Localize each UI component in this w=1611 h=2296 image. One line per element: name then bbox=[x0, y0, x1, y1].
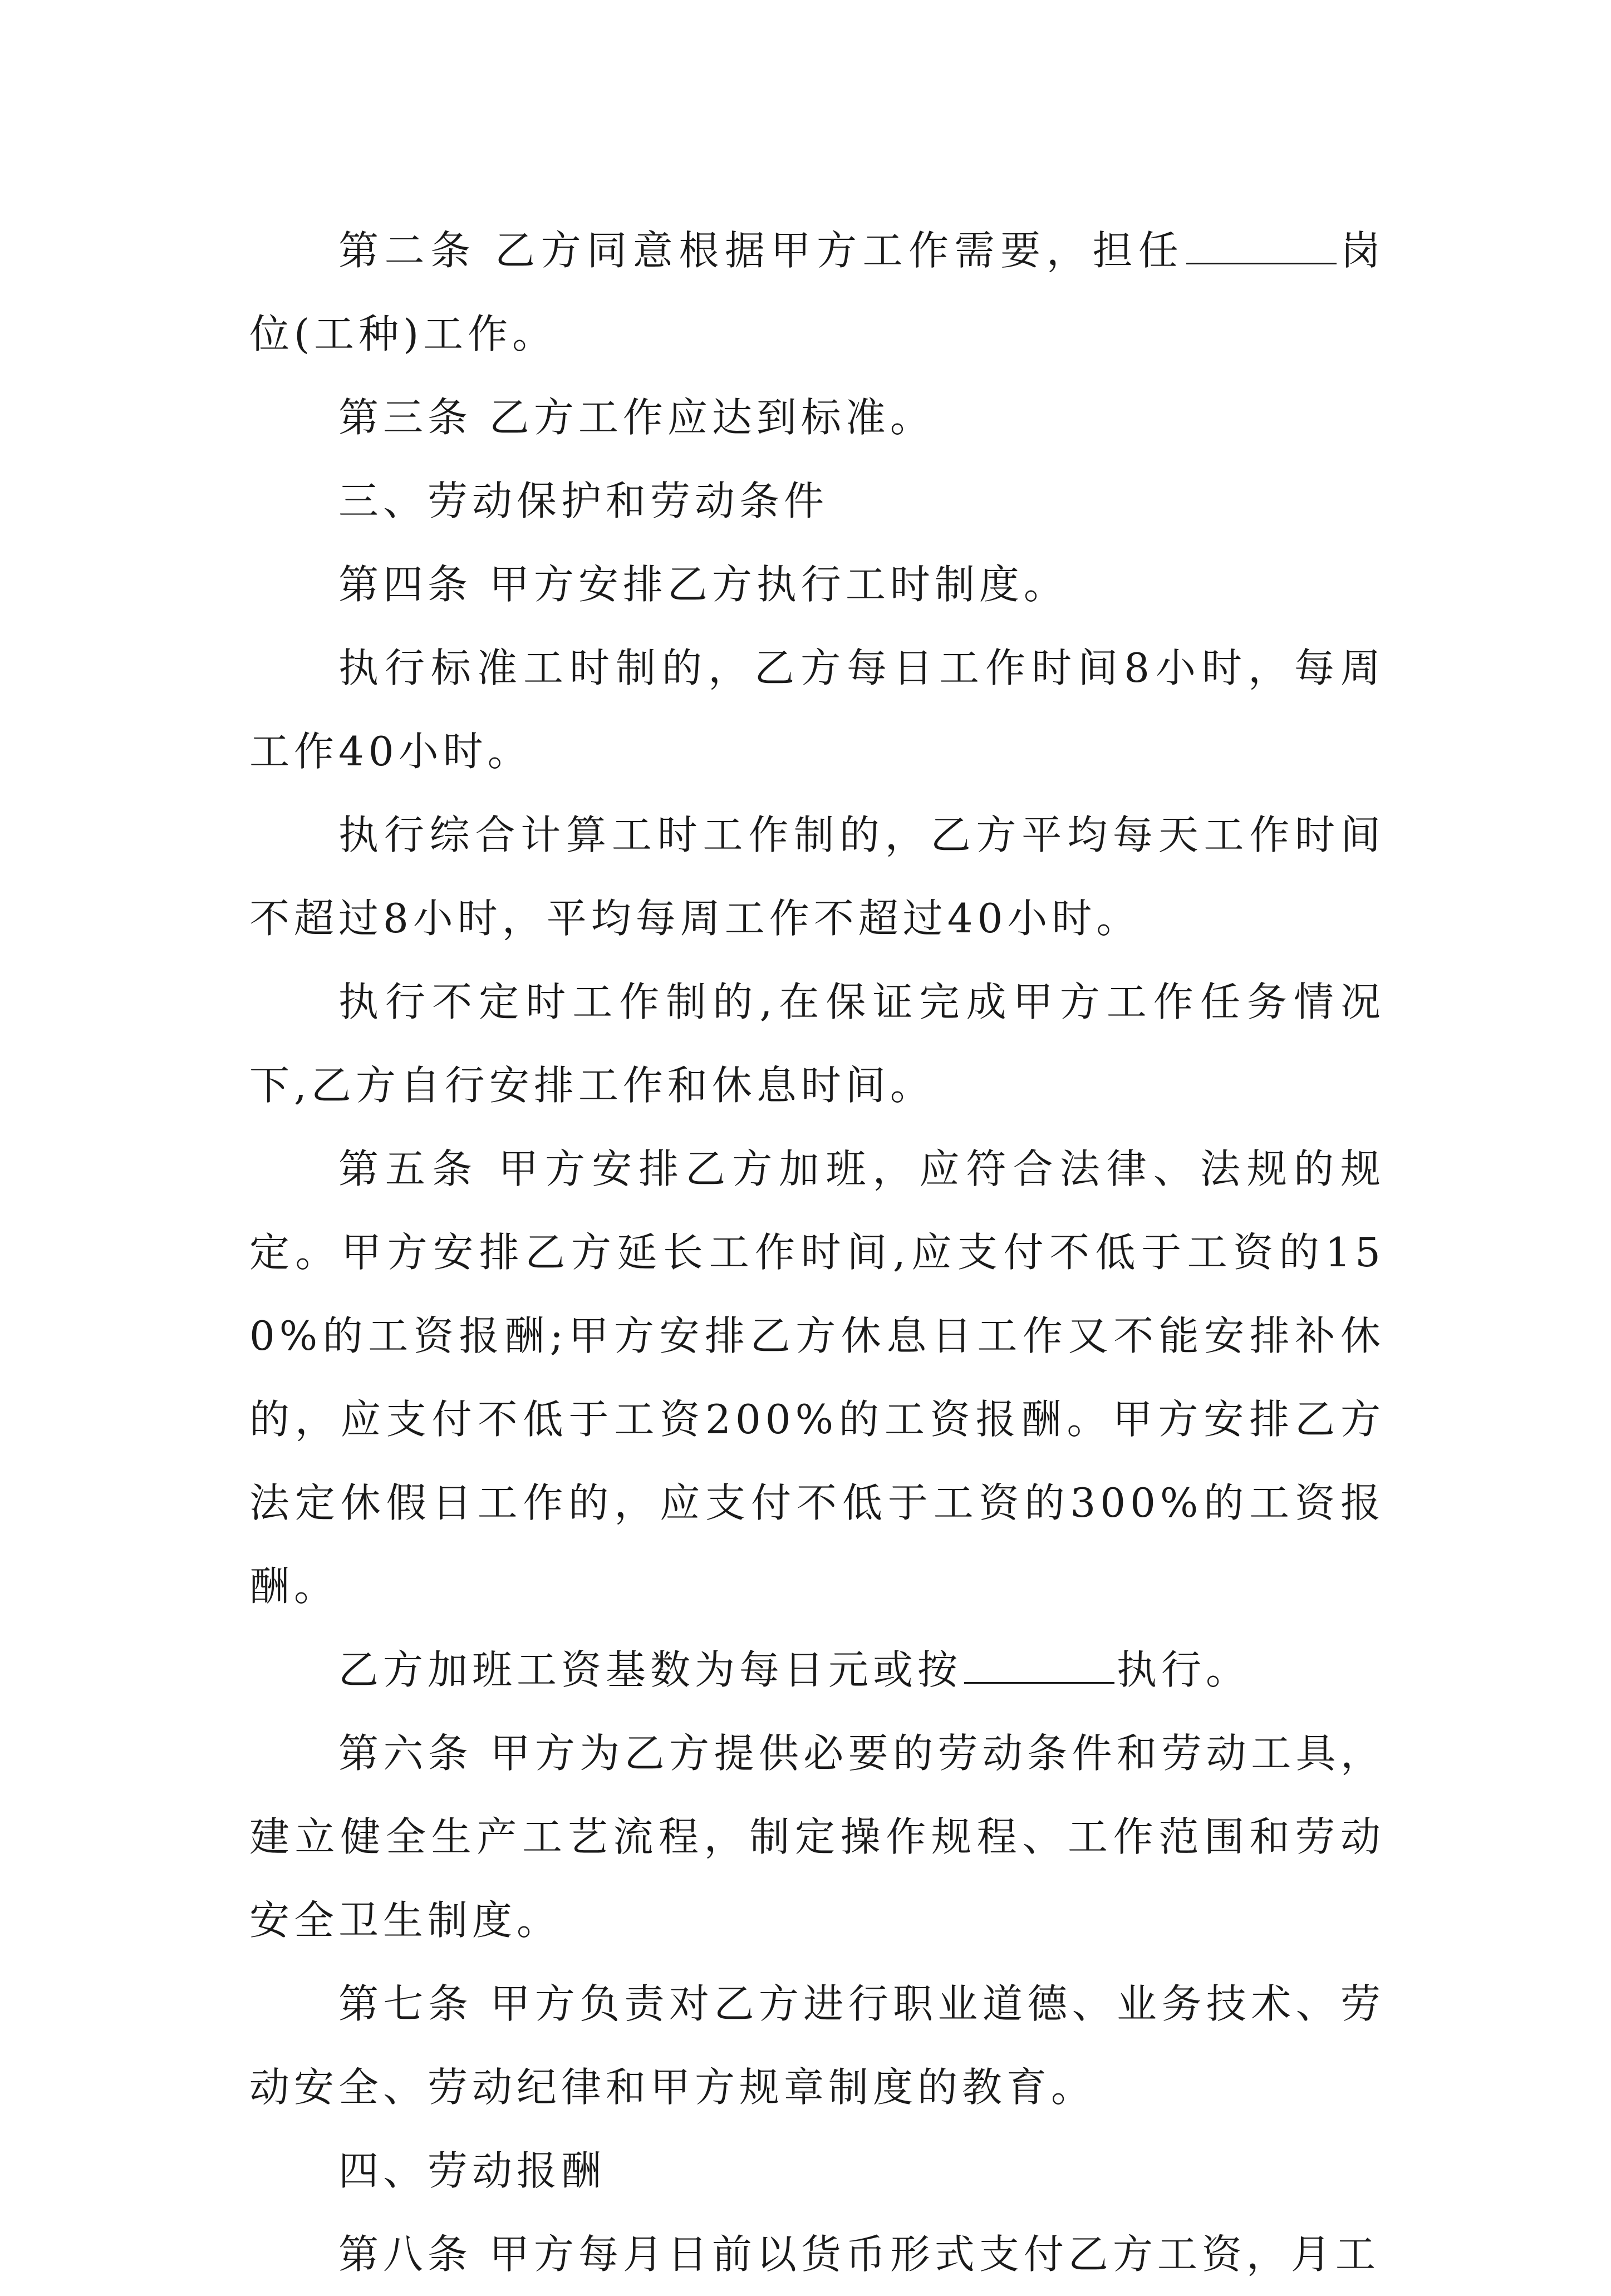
article-4-paragraph bbox=[249, 543, 1385, 626]
article-2-paragraph bbox=[249, 209, 1385, 376]
section-4-heading bbox=[249, 2129, 1385, 2213]
article-3-paragraph bbox=[249, 376, 1385, 459]
overtime-base-paragraph bbox=[249, 1628, 1385, 1712]
section-3-heading bbox=[249, 459, 1385, 543]
heading-text: 三、劳动保护和劳动条件 bbox=[338, 478, 829, 524]
paragraph-text: 第三条 乙方工作应达到标准。 bbox=[338, 394, 935, 441]
article-6-paragraph bbox=[249, 1712, 1385, 1962]
flexible-hours-paragraph bbox=[249, 960, 1385, 1127]
article-5-paragraph bbox=[249, 1127, 1385, 1628]
paragraph-text: 第五条 甲方安排乙方加班，应符合法律、法规的规定。甲方安排乙方延长工作时间,应支付不低于工资的150%的工资报酬;甲方安排乙方休息日工作又不能安排补休的，应支付不低于工资200%的工资报酬。甲方安排乙方法定休假日工作的，应支付不低于工资的300%的工资报酬。 bbox=[249, 1145, 1385, 1610]
comprehensive-hours-paragraph bbox=[249, 793, 1385, 960]
paragraph-text: 第六条 甲方为乙方提供必要的劳动条件和劳动工具，建立健全生产工艺流程，制定操作规程、工作范围和劳动安全卫生制度。 bbox=[249, 1730, 1385, 1944]
paragraph-text: 乙方加班工资基数为每日元或按 bbox=[338, 1646, 962, 1693]
paragraph-text: 执行综合计算工时工作制的，乙方平均每天工作时间不超过8小时，平均每周工作不超过40小时。 bbox=[249, 812, 1385, 942]
article-7-paragraph bbox=[249, 1962, 1385, 2129]
paragraph-text: 执行不定时工作制的,在保证完成甲方工作任务情况下,乙方自行安排工作和休息时间。 bbox=[249, 979, 1385, 1109]
heading-text: 四、劳动报酬 bbox=[338, 2147, 606, 2194]
paragraph-text: 第二条 乙方同意根据甲方工作需要，担任 bbox=[338, 227, 1185, 274]
paragraph-text: 第八条 甲方每月日前以货币形式支付乙方工资，月工 bbox=[338, 2231, 1380, 2278]
paragraph-text: 执行。 bbox=[1117, 1646, 1251, 1693]
paragraph-text: 第七条 甲方负责对乙方进行职业道德、业务技术、劳动安全、劳动纪律和甲方规章制度的教育。 bbox=[249, 1980, 1385, 2111]
paragraph-text: 第四条 甲方安排乙方执行工时制度。 bbox=[338, 561, 1068, 608]
article-8-paragraph bbox=[249, 2213, 1385, 2296]
fill-in-blank-line bbox=[1186, 229, 1337, 264]
standard-hours-paragraph bbox=[249, 626, 1385, 793]
paragraph-text: 岗位(工种)工作。 bbox=[249, 227, 1385, 357]
document-body bbox=[249, 209, 1385, 2296]
fill-in-blank-line bbox=[964, 1649, 1114, 1684]
paragraph-text: 执行标准工时制的，乙方每日工作时间8小时，每周工作40小时。 bbox=[249, 645, 1385, 775]
